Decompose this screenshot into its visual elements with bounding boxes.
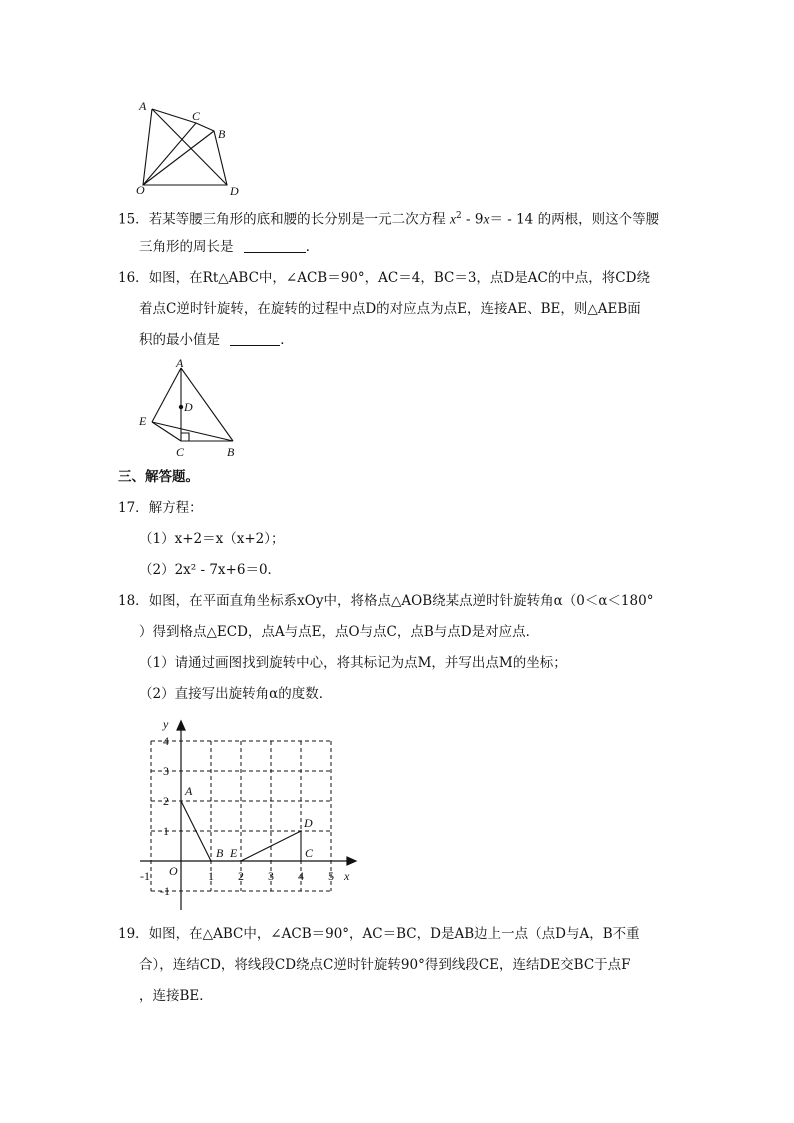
point-e-label: E: [230, 846, 238, 860]
segment-ae: [152, 368, 181, 422]
q17-part2: （2）2x² - 7x+6＝0．: [139, 562, 282, 578]
xtick-neg1: -1: [140, 869, 150, 883]
answer-blank: [244, 238, 306, 253]
ytick-4: 4: [163, 734, 169, 748]
point-b-label: B: [216, 846, 224, 860]
label-a: A: [176, 356, 184, 370]
q15-line1: 15．若某等腰三角形的底和腰的长分别是一元二次方程 $x^2 - 9x= - 14$ 的两根，则这个等腰: [118, 211, 660, 228]
q19-line1: 19．如图，在△ABC中，∠ACB＝90°，AC＝BC，D是AB边上一点（点D与A，B不重: [118, 926, 640, 942]
label-a: A: [139, 99, 147, 113]
q18-line1: 18．如图，在平面直角坐标系xOy中，将格点△AOB绕某点逆时针旋转角α（0＜α＜180°: [118, 593, 654, 609]
figure-q16: [135, 355, 245, 461]
q18-line2: ）得到格点△ECD，点A与点E，点O与点C，点B与点D是对应点．: [139, 624, 540, 640]
label-d: D: [230, 184, 239, 198]
q18-part1: （1）请通过画图找到旋转中心，将其标记为点M，并写出点M的坐标；: [139, 655, 567, 671]
label-c: C: [176, 445, 185, 459]
label-d: D: [184, 400, 193, 414]
y-axis-arrow: [177, 721, 185, 730]
label-b: B: [218, 127, 226, 141]
point-a-label: A: [185, 784, 193, 798]
point-c-label: C: [305, 846, 314, 860]
q16-line2: 着点C逆时针旋转，在旋转的过程中点D的对应点为点E，连接AE、BE，则△AEB面: [139, 301, 641, 317]
segment-oc: [143, 123, 196, 185]
point-d: [179, 405, 183, 409]
label-b: B: [227, 445, 235, 459]
ytick-neg1: -1: [160, 884, 170, 898]
label-c: C: [192, 109, 201, 123]
point-d-label: D: [304, 816, 313, 830]
q19-line2: 合），连结CD，将线段CD绕点C逆时针旋转90°得到线段CE，连结DE交BC于点F: [139, 957, 631, 973]
label-e: E: [139, 414, 147, 428]
q16-line1: 16．如图，在Rt△ABC中，∠ACB＝90°，AC＝4，BC＝3，点D是AC的中点，将CD绕: [118, 270, 650, 286]
answer-blank: [230, 331, 280, 346]
figure-coordinate-grid: [130, 712, 370, 912]
quad-outline: [143, 109, 227, 185]
ytick-3: 3: [163, 764, 169, 778]
q19-line3: ，连接BE．: [139, 988, 213, 1004]
q18-part2: （2）直接写出旋转角α的度数．: [139, 686, 333, 702]
section-heading: 三、解答题。: [118, 469, 199, 485]
x-axis-label: x: [344, 869, 350, 883]
q15-line2: 三角形的周长是 ．: [139, 239, 320, 255]
y-axis-label: y: [163, 717, 169, 731]
segment-ab: [181, 801, 211, 861]
x-axis-arrow: [347, 857, 356, 865]
xtick-4: 4: [298, 869, 304, 883]
q17-part1: （1）x+2＝x（x+2）；: [139, 531, 285, 547]
q17-title: 17．解方程：: [118, 500, 203, 516]
label-o: O: [136, 183, 145, 197]
ytick-2: 2: [163, 794, 169, 808]
xtick-2: 2: [238, 869, 244, 883]
origin-label: O: [169, 864, 178, 878]
xtick-1: 1: [208, 869, 214, 883]
ytick-1: 1: [163, 824, 169, 838]
right-angle-mark: [181, 433, 189, 441]
xtick-5: 5: [328, 869, 334, 883]
q16-line3: 积的最小值是 ．: [139, 332, 294, 348]
segment-ob: [143, 131, 214, 185]
xtick-3: 3: [268, 869, 274, 883]
figure-quadrilateral: [128, 96, 248, 200]
